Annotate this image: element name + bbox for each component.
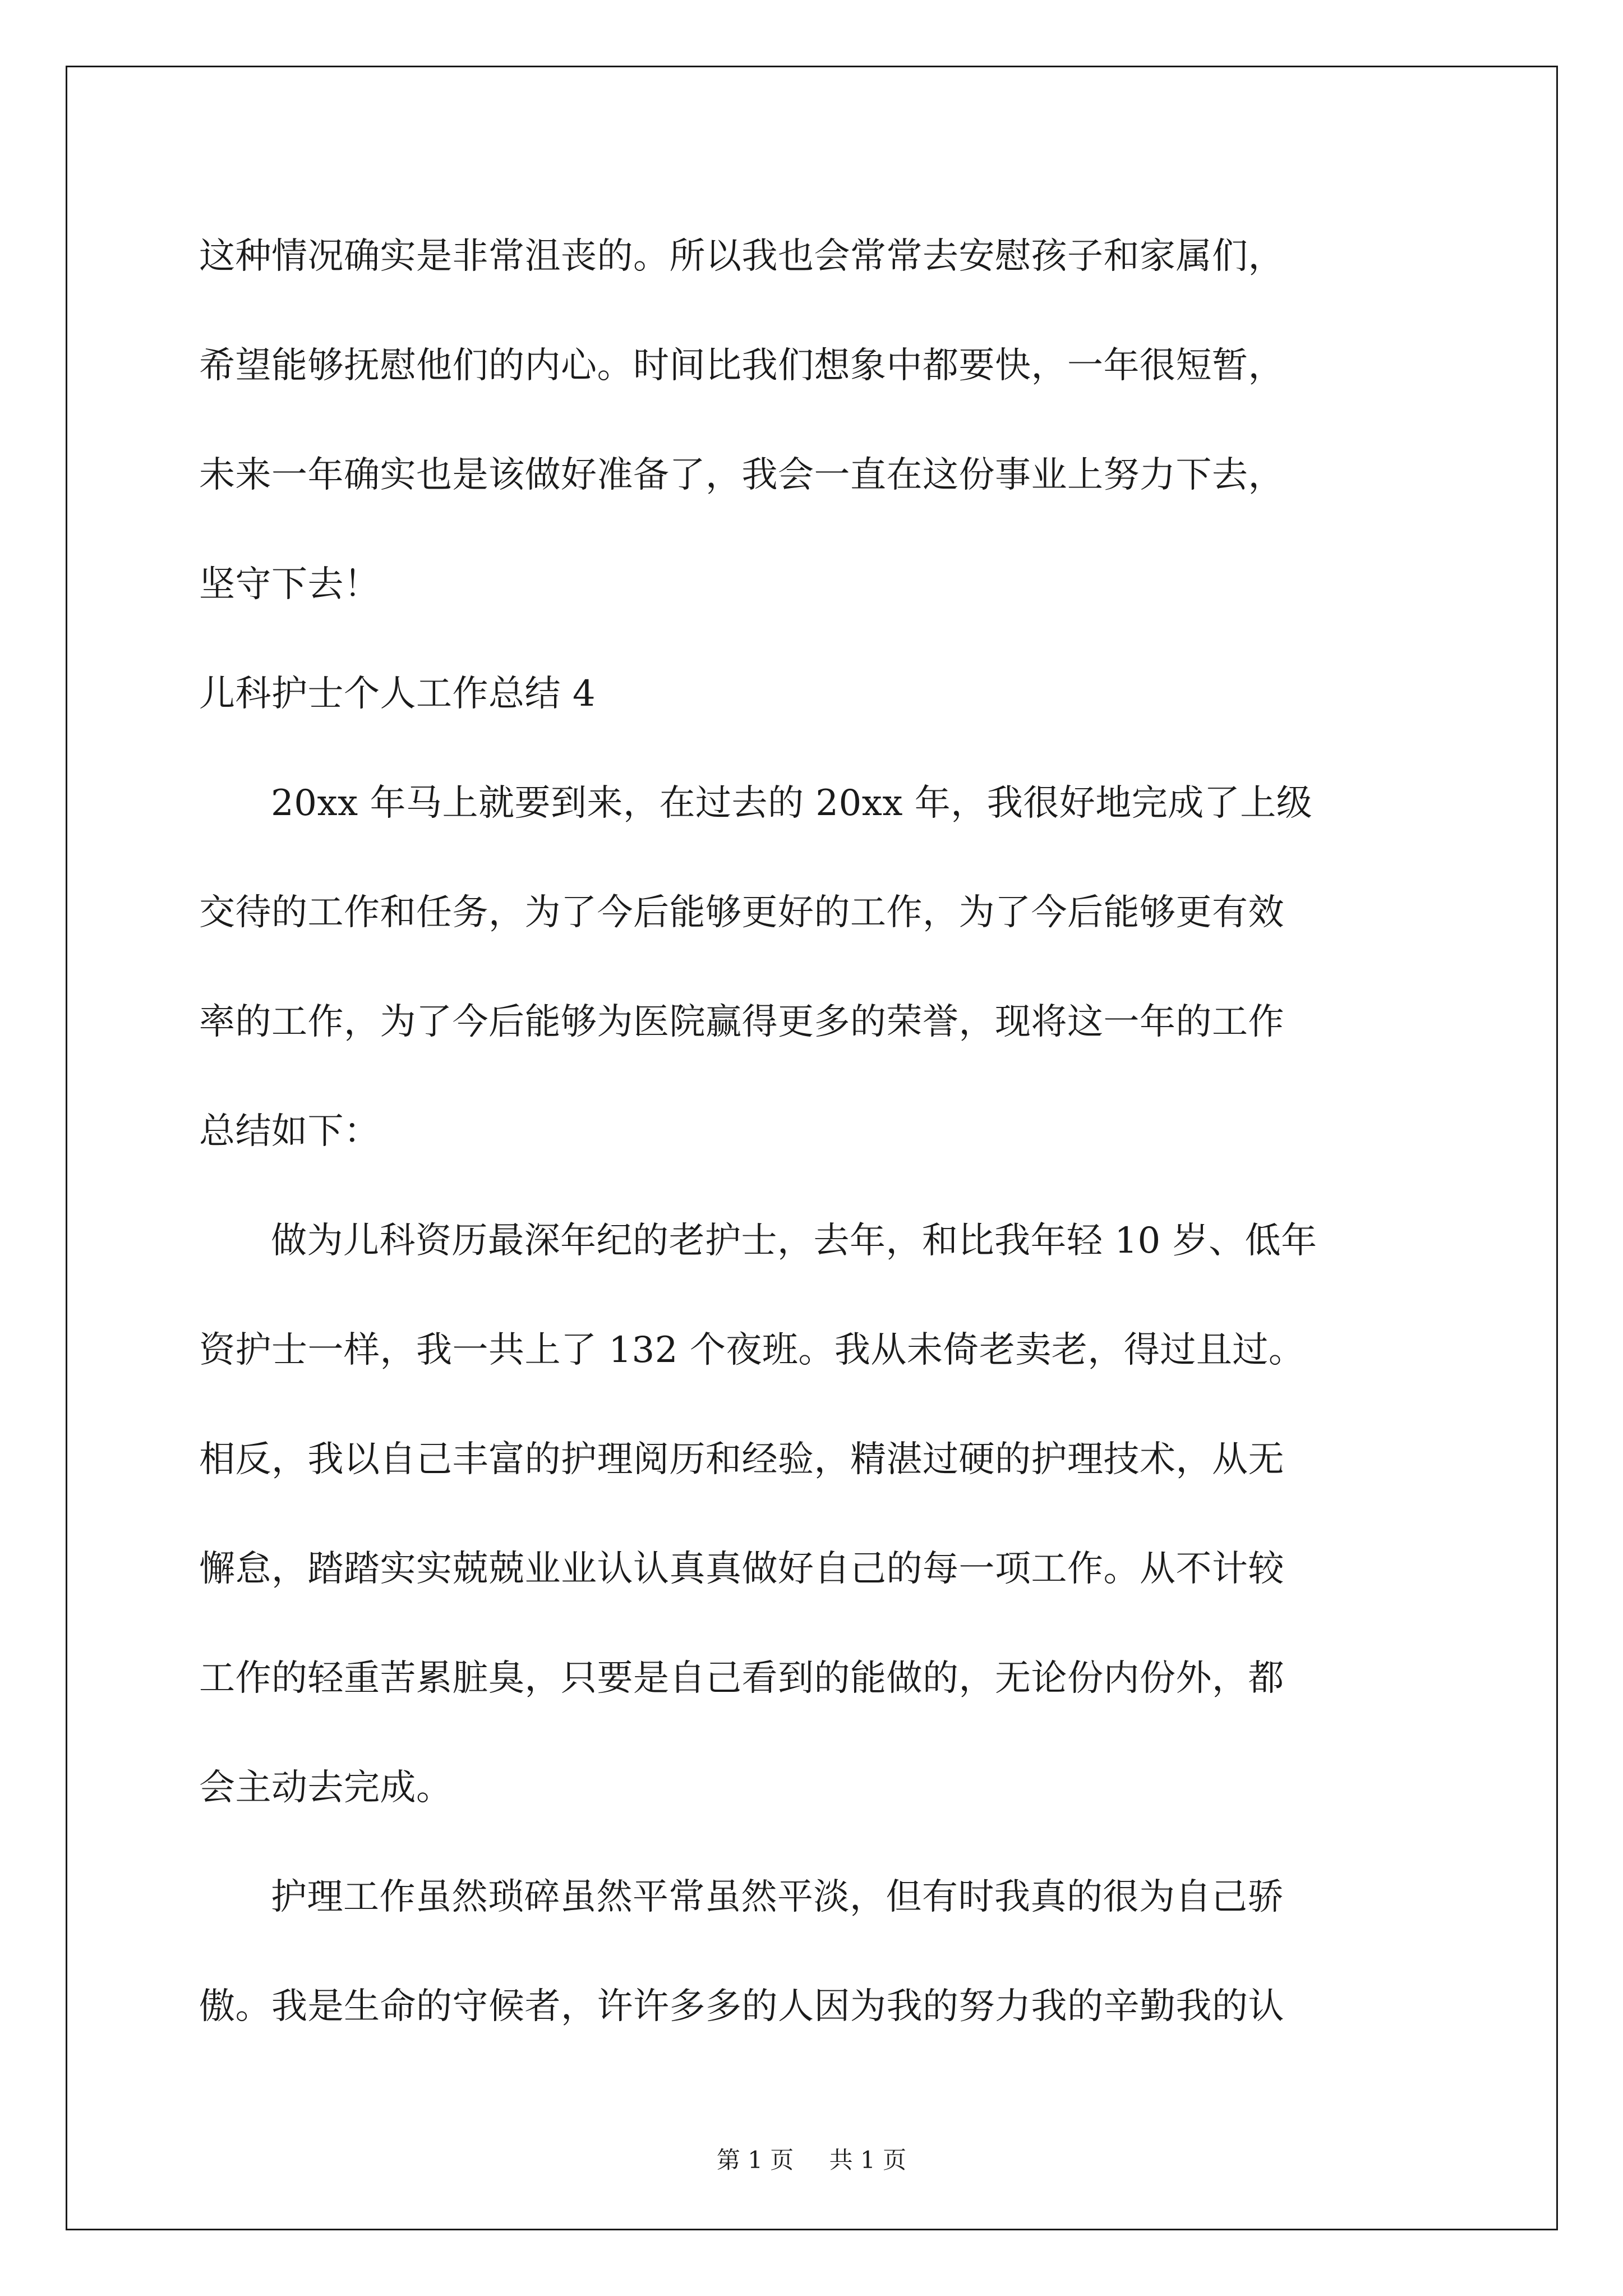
- paragraph-line: 傲。我是生命的守候者，许许多多的人因为我的努力我的辛勤我的认: [199, 1986, 1284, 2027]
- paragraph-line: 20xx 年马上就要到来，在过去的 20xx 年，我很好地完成了上级: [271, 783, 1313, 824]
- text-line: 希望能够抚慰他们的内心。时间比我们想象中都要快，一年很短暂，: [199, 345, 1284, 386]
- paragraph-line: 相反，我以自己丰富的护理阅历和经验，精湛过硬的护理技术，从无: [199, 1439, 1284, 1480]
- paragraph-line: 会主动去完成。: [199, 1767, 453, 1809]
- document-body: [199, 202, 1427, 2062]
- paragraph-line: 护理工作虽然琐碎虽然平常虽然平淡，但有时我真的很为自己骄: [271, 1876, 1284, 1918]
- paragraph-line: 总结如下：: [199, 1111, 380, 1152]
- paragraph-line: 资护士一样，我一共上了 132 个夜班。我从未倚老卖老，得过且过。: [199, 1329, 1305, 1371]
- paragraph-line: 交待的工作和任务，为了今后能够更好的工作，为了今后能够更有效: [199, 892, 1284, 933]
- text-line: 坚守下去！: [199, 564, 380, 605]
- section-title: 儿科护士个人工作总结 4: [199, 673, 596, 715]
- paragraph-line: 做为儿科资历最深年纪的老护士，去年，和比我年轻 10 岁、低年: [271, 1220, 1317, 1262]
- paragraph-line: 工作的轻重苦累脏臭，只要是自己看到的能做的，无论份内份外，都: [199, 1658, 1284, 1699]
- paragraph-line: 懈怠，踏踏实实兢兢业业认认真真做好自己的每一项工作。从不计较: [199, 1548, 1284, 1590]
- paragraph-line: 率的工作，为了今后能够为医院赢得更多的荣誉，现将这一年的工作: [199, 1001, 1284, 1043]
- page-footer: [0, 2142, 1623, 2175]
- page-total: 共 1 页: [829, 2146, 907, 2174]
- text-line: 未来一年确实也是该做好准备了，我会一直在这份事业上努力下去，: [199, 454, 1284, 496]
- page-number: 第 1 页: [716, 2146, 794, 2174]
- text-line: 这种情况确实是非常沮丧的。所以我也会常常去安慰孩子和家属们，: [199, 236, 1284, 277]
